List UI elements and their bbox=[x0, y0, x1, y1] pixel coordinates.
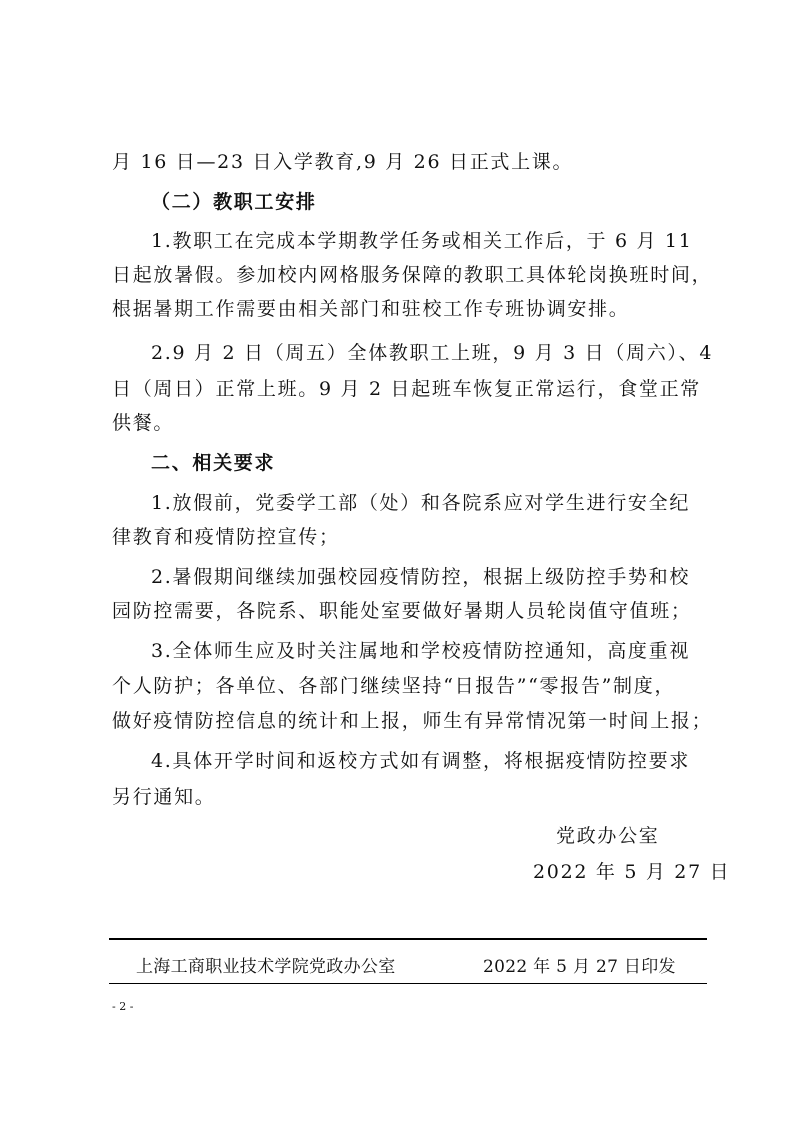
text-line-requirement-3-b: 个人防护；各单位、各部门继续坚持“日报告”“零报告”制度， bbox=[112, 675, 676, 697]
footer-bottom-rule bbox=[109, 983, 707, 984]
footer-issuer: 上海工商职业技术学院党政办公室 bbox=[136, 957, 396, 977]
text-line-continuation-1: 月 16 日—23 日入学教育,9 月 26 日正式上课。 bbox=[112, 151, 574, 173]
signature-office: 党政办公室 bbox=[556, 825, 660, 847]
footer-issue-date: 2022 年 5 月 27 日印发 bbox=[483, 957, 676, 977]
text-line-requirement-3-c: 做好疫情防控信息的统计和上报，师生有异常情况第一时间上报； bbox=[112, 710, 713, 732]
footer-top-rule bbox=[109, 938, 707, 940]
text-line-staff-item-1-b: 日起放暑假。参加校内网格服务保障的教职工具体轮岗换班时间， bbox=[112, 264, 713, 286]
text-line-staff-item-1-c: 根据暑期工作需要由相关部门和驻校工作专班协调安排。 bbox=[112, 298, 630, 320]
text-line-staff-item-2-c: 供餐。 bbox=[112, 412, 175, 434]
text-line-requirement-2-a: 2.暑假期间继续加强校园疫情防控，根据上级防控手势和校 bbox=[151, 566, 691, 588]
text-line-staff-item-2-a: 2.9 月 2 日（周五）全体教职工上班，9 月 3 日（周六）、4 bbox=[151, 342, 714, 364]
text-line-requirement-3-a: 3.全体师生应及时关注属地和学校疫情防控通知，高度重视 bbox=[151, 640, 691, 662]
text-line-requirement-2-b: 园防控需要，各院系、职能处室要做好暑期人员轮岗值守值班； bbox=[112, 600, 692, 622]
text-line-requirement-4-a: 4.具体开学时间和返校方式如有调整，将根据疫情防控要求 bbox=[151, 750, 691, 772]
section-heading-staff-arrangement: （二）教职工安排 bbox=[151, 191, 317, 213]
text-line-requirement-1-b: 律教育和疫情防控宣传； bbox=[112, 526, 340, 548]
text-line-staff-item-1-a: 1.教职工在完成本学期教学任务或相关工作后，于 6 月 11 bbox=[151, 230, 693, 252]
text-line-requirement-1-a: 1.放假前，党委学工部（处）和各院系应对学生进行安全纪 bbox=[151, 492, 691, 514]
section-heading-requirements: 二、相关要求 bbox=[151, 452, 276, 474]
signature-date: 2022 年 5 月 27 日 bbox=[533, 861, 731, 883]
text-line-staff-item-2-b: 日（周日）正常上班。9 月 2 日起班车恢复正常运行，食堂正常 bbox=[112, 378, 701, 400]
page-number: - 2 - bbox=[112, 1000, 134, 1013]
text-line-requirement-4-b: 另行通知。 bbox=[112, 786, 216, 808]
